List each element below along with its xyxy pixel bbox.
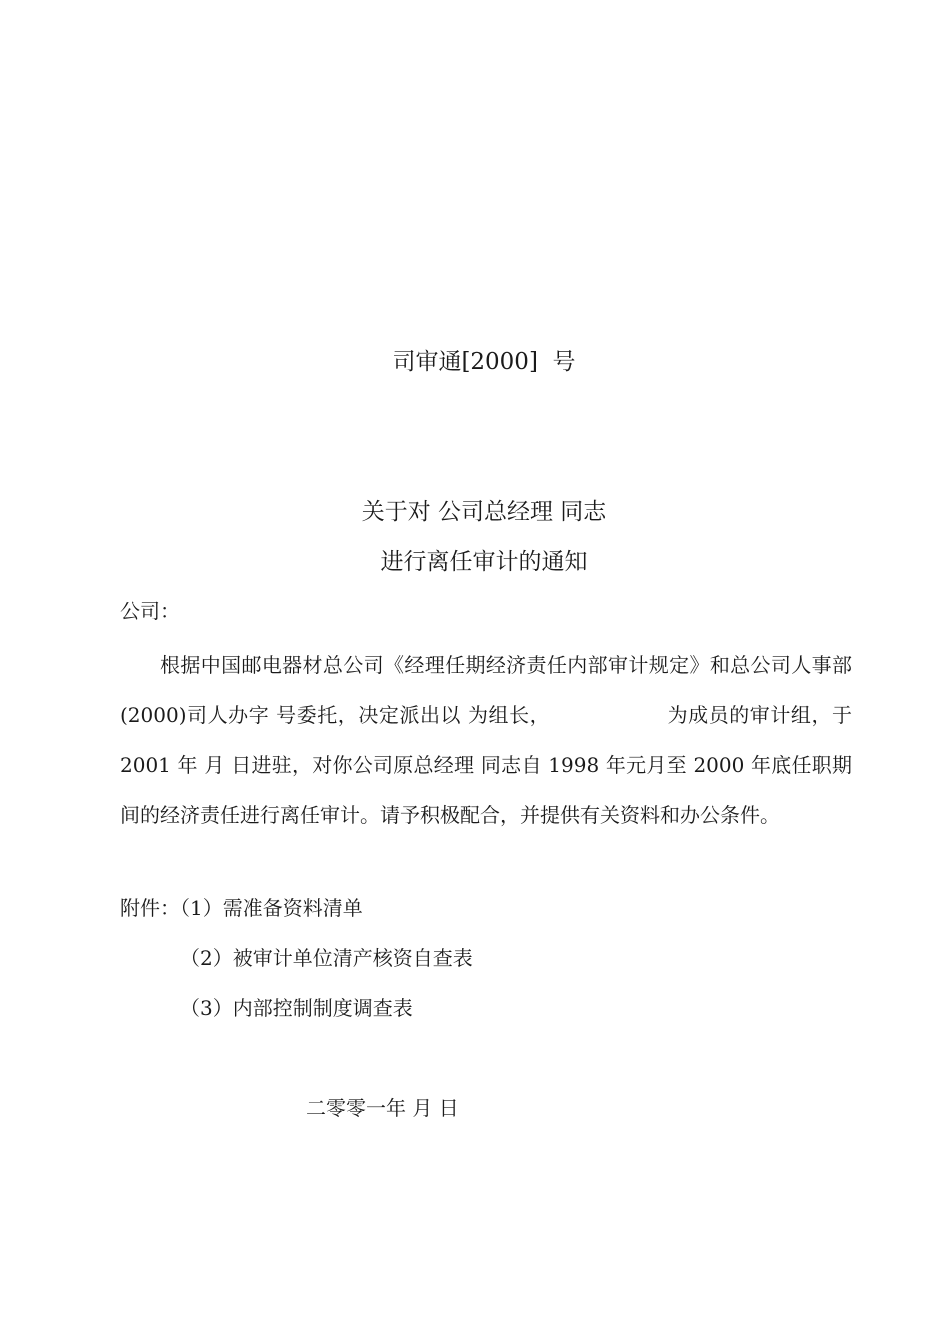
attachment-item-3: （3）内部控制制度调查表 bbox=[180, 996, 413, 1020]
addressee: 公司： bbox=[120, 599, 180, 623]
document-date: 二零零一年 月 日 bbox=[306, 1096, 459, 1120]
body-paragraph: 根据中国邮电器材总公司《经理任期经济责任内部审计规定》和总公司人事部(2000)司人办字 号委托，决定派出以 为组长， 为成员的审计组，于 2001 年 月 日进驻，对你公司原总经理 同志自 1998 年元月至 2000 年底任职期间的经济责任进行离任审计。请予积极配合，并提供有关资料和办公条件。 bbox=[120, 653, 859, 827]
attachments-label: 附件： bbox=[120, 896, 180, 920]
document-number: 司审通[2000] 号 bbox=[392, 349, 576, 375]
attachment-item-1: （1）需准备资料清单 bbox=[180, 896, 363, 920]
document-title-line-1: 关于对 公司总经理 同志 bbox=[361, 499, 607, 525]
attachment-item-2: （2）被审计单位清产核资自查表 bbox=[180, 946, 473, 970]
document-title-line-2: 进行离任审计的通知 bbox=[380, 549, 588, 575]
attachments-first-line bbox=[120, 893, 363, 923]
